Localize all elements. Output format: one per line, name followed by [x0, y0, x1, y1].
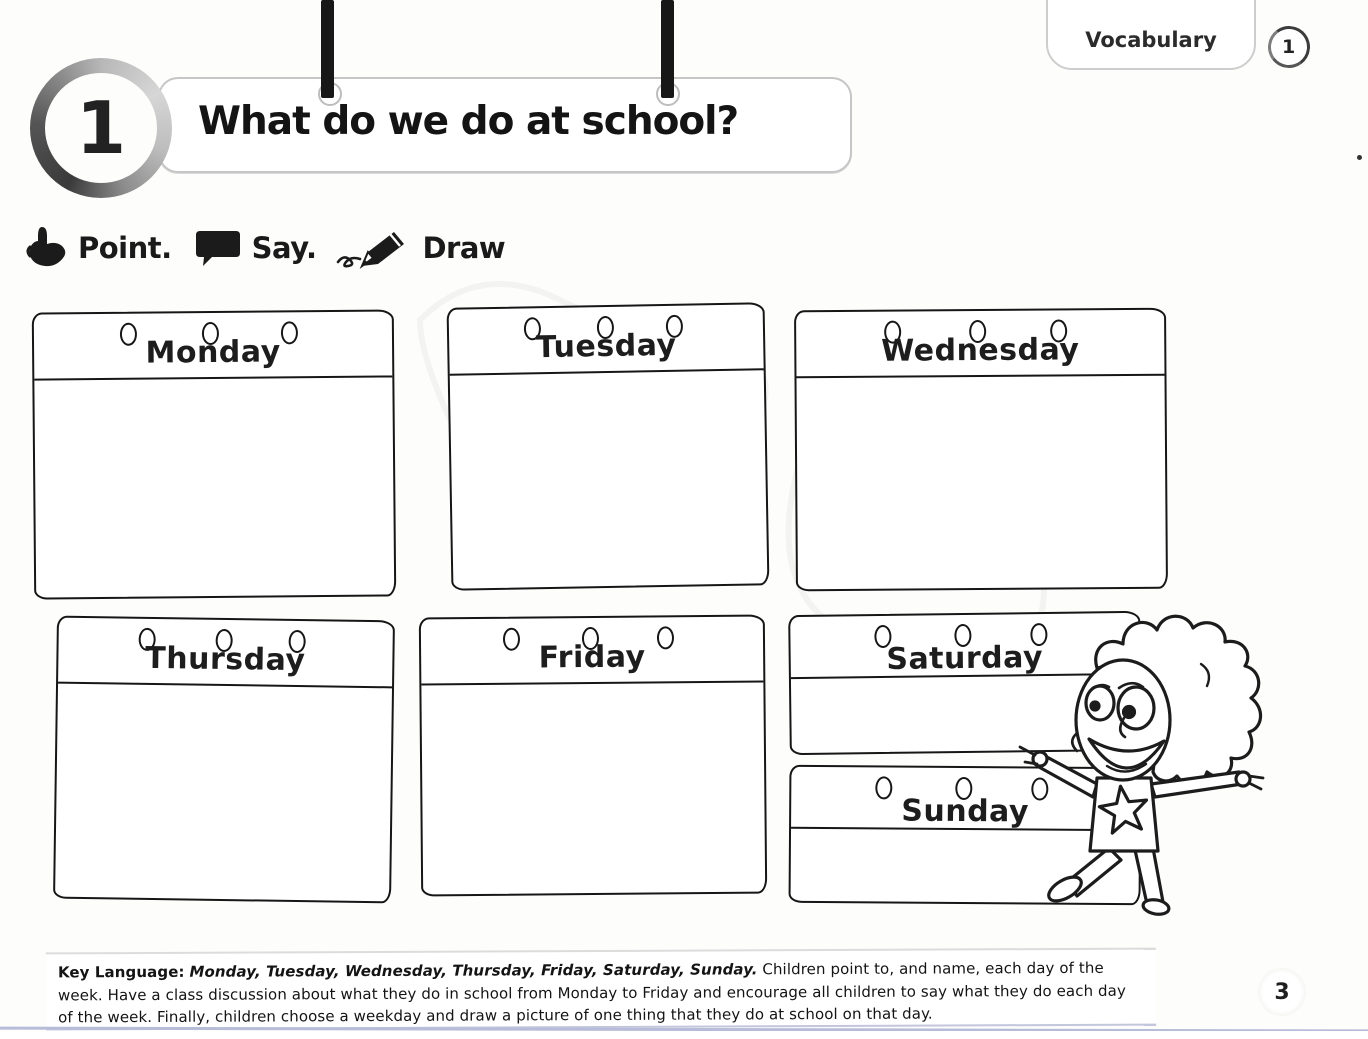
drawing-area — [421, 683, 765, 895]
day-card-thursday — [53, 616, 395, 904]
day-card-tuesday — [447, 302, 770, 591]
lesson-number-circle — [1265, 23, 1312, 70]
lesson-number: 1 — [1282, 35, 1296, 58]
point-label: Point. — [78, 231, 172, 265]
day-label: Wednesday — [881, 332, 1080, 369]
drawing-area — [34, 377, 394, 597]
day-card-header — [421, 617, 764, 686]
day-card-friday — [419, 614, 767, 896]
day-label: Thursday — [145, 640, 306, 679]
day-label: Monday — [145, 334, 281, 371]
day-card-header — [449, 304, 764, 375]
day-label: Tuesday — [535, 327, 677, 366]
day-label: Saturday — [886, 640, 1044, 677]
key-language-days: Monday, Tuesday, Wednesday, Thursday, Friday, Saturday, Sunday. — [189, 960, 758, 981]
scan-margin — [0, 1031, 1368, 1039]
key-language-label: Key Language: — [57, 962, 185, 982]
hanging-strap-icon — [321, 0, 334, 98]
instruction-row — [26, 220, 505, 276]
scan-artifact-dot — [1357, 155, 1362, 160]
day-label: Friday — [538, 639, 646, 676]
say-label: Say. — [251, 231, 317, 265]
unit-number-badge — [30, 58, 172, 198]
title-banner — [158, 77, 852, 173]
speech-bubble-icon — [194, 227, 242, 269]
day-label: Sunday — [901, 793, 1030, 830]
key-language-box — [46, 948, 1156, 1031]
key-language-text — [58, 957, 1144, 1029]
pointing-hand-icon — [26, 225, 68, 271]
pencil-icon — [336, 226, 412, 270]
day-card-monday — [32, 309, 396, 599]
day-card-header — [58, 618, 393, 689]
page-number: 3 — [1274, 979, 1290, 1005]
page-number-badge — [1258, 968, 1306, 1016]
child-character-illustration — [1005, 606, 1267, 918]
page-title: What do we do at school? — [198, 99, 739, 144]
day-card-header — [34, 311, 393, 380]
section-tab — [1046, 0, 1256, 70]
drawing-area — [55, 684, 392, 902]
hanging-strap-icon — [661, 0, 674, 98]
section-tab-label: Vocabulary — [1085, 28, 1217, 52]
draw-label: Draw — [422, 231, 506, 265]
day-card-header — [796, 310, 1164, 379]
unit-number: 1 — [75, 86, 127, 170]
day-card-wednesday — [794, 308, 1168, 592]
teacher-note: Children point to, and name, each day of the week. Have a class discussion about what they do in school from Monday to Friday and encourage all children to say what they do each day of the week. Finally, children choose a weekday and draw a picture of one thing that they do at school on that day. — [57, 958, 1126, 1027]
drawing-area — [796, 376, 1165, 590]
drawing-area — [450, 370, 768, 588]
